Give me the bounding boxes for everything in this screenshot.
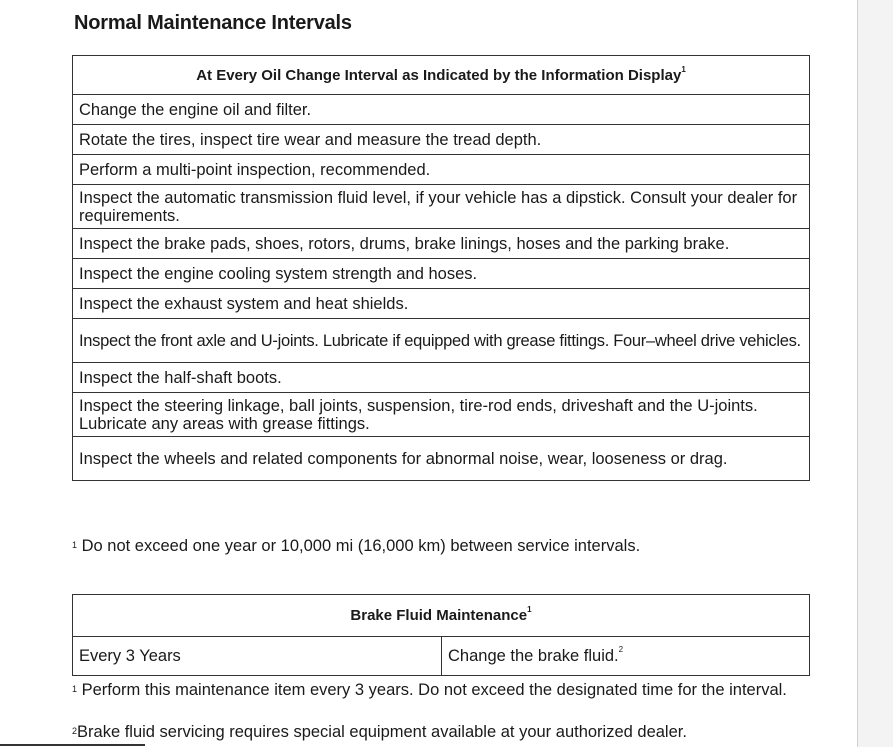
footnote-ref: 1: [527, 605, 532, 614]
table-row: [73, 393, 810, 437]
brake-footnote-1: [72, 681, 787, 700]
table-row: [73, 319, 810, 363]
footnote-text: Perform this maintenance item every 3 years. Do not exceed the designated time for the interval.: [81, 681, 787, 699]
table-row: [73, 229, 810, 259]
footnote-mark: 2: [72, 726, 78, 736]
table-cell: Change the engine oil and filter.: [73, 95, 810, 125]
table-cell: Inspect the exhaust system and heat shields.: [73, 289, 810, 319]
oil-change-interval-table: [72, 55, 810, 481]
action-cell: [442, 637, 810, 676]
table-row: [73, 363, 810, 393]
divider: [0, 744, 145, 746]
table-header-row: [73, 56, 810, 95]
table-row: [73, 259, 810, 289]
table-cell: Perform a multi-point inspection, recommended.: [73, 155, 810, 185]
table-header: [73, 595, 810, 637]
page-title: Normal Maintenance Intervals: [74, 12, 352, 34]
table-row: [73, 155, 810, 185]
brake-fluid-table: [72, 594, 810, 676]
page-scroll-gutter: [857, 0, 893, 747]
footnote-ref: 2: [618, 644, 624, 654]
table-cell: Inspect the automatic transmission fluid level, if your vehicle has a dipstick. Consult your dealer for requirements.: [73, 185, 810, 229]
table-cell: Inspect the engine cooling system strength and hoses.: [73, 259, 810, 289]
table-row: [73, 95, 810, 125]
footnote-text: Brake fluid servicing requires special equipment available at your authorized dealer.: [77, 723, 687, 741]
table-row: [73, 125, 810, 155]
action-text: Change the brake fluid.: [448, 646, 619, 665]
table-cell: Inspect the brake pads, shoes, rotors, drums, brake linings, hoses and the parking brake.: [73, 229, 810, 259]
brake-footnote-2: [72, 723, 687, 742]
table-row: [73, 289, 810, 319]
table-cell: Inspect the wheels and related components for abnormal noise, wear, looseness or drag.: [73, 437, 810, 481]
oil-footnote: [72, 537, 640, 556]
table-row: [73, 185, 810, 229]
table-cell: Inspect the front axle and U-joints. Lubricate if equipped with grease fittings. Four–wheel drive vehicles.: [73, 319, 810, 363]
table-row: [73, 437, 810, 481]
table-header-row: [73, 595, 810, 637]
header-text: At Every Oil Change Interval as Indicated by the Information Display: [196, 66, 682, 84]
footnote-mark: 1: [72, 684, 78, 694]
table-cell: Inspect the half-shaft boots.: [73, 363, 810, 393]
header-text: Brake Fluid Maintenance: [350, 607, 528, 624]
table-cell: Rotate the tires, inspect tire wear and measure the tread depth.: [73, 125, 810, 155]
interval-cell: Every 3 Years: [73, 637, 442, 676]
table-cell: Inspect the steering linkage, ball joints, suspension, tire-rod ends, driveshaft and the U-joints. Lubricate any areas with grease fittings.: [73, 393, 810, 437]
footnote-ref: 1: [681, 64, 686, 74]
table-row: [73, 637, 810, 676]
footnote-text: Do not exceed one year or 10,000 mi (16,000 km) between service intervals.: [81, 537, 641, 555]
table-header: [73, 56, 810, 95]
footnote-mark: 1: [72, 540, 78, 550]
